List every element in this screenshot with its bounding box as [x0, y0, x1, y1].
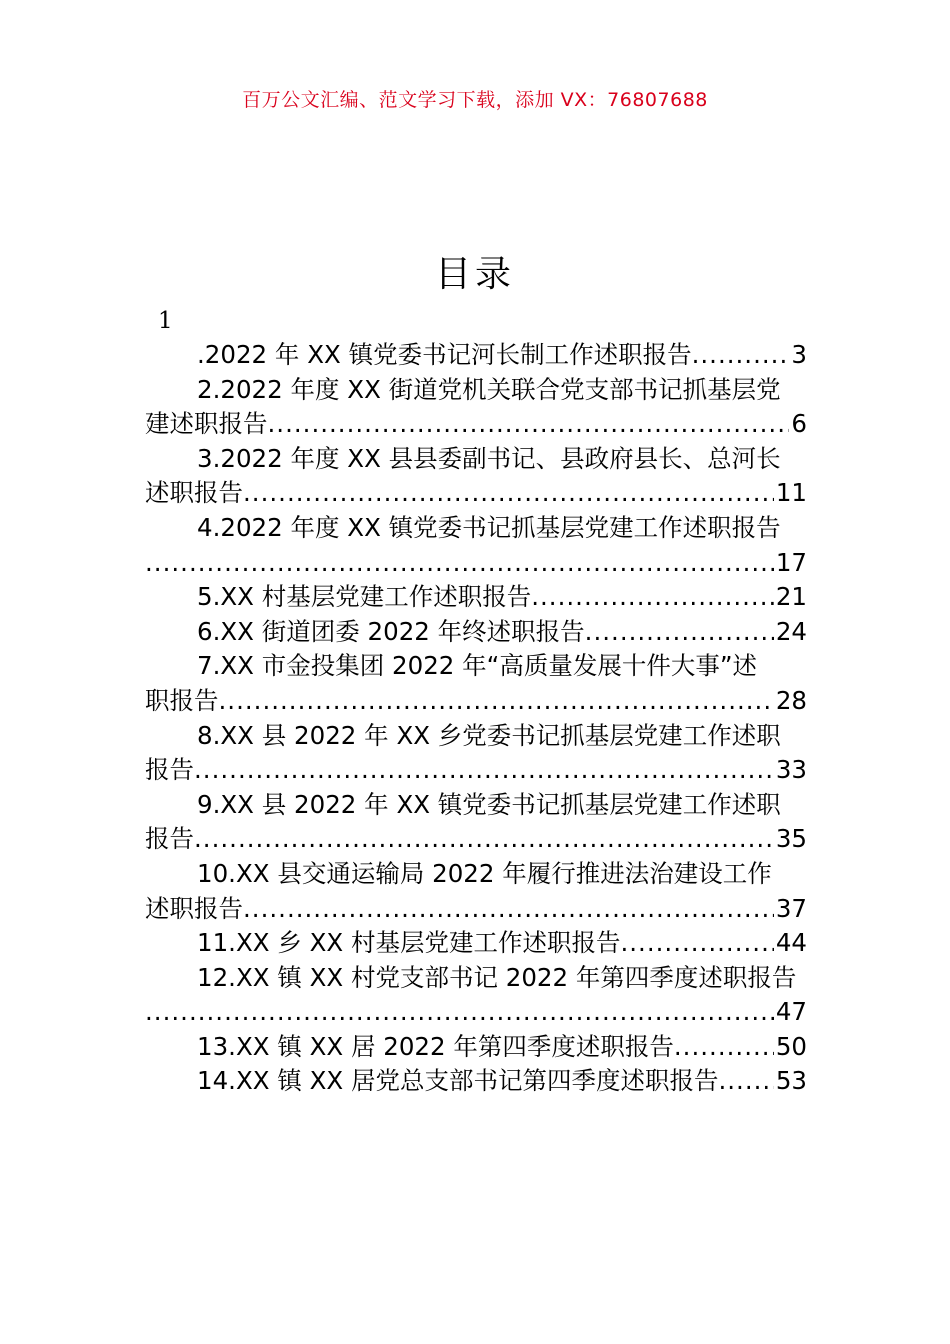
toc-entry-page: 47 [775, 997, 807, 1027]
toc-entry-page: 21 [775, 582, 807, 612]
toc-entry-title: 2.2022 年度 XX 街道党机关联合党支部书记抓基层党 [197, 374, 781, 404]
leader-dots [243, 892, 774, 927]
toc-entry-title: 12.XX 镇 XX 村党支部书记 2022 年第四季度述职报告 [197, 962, 797, 992]
toc-entry-title-cont: 报告 [145, 755, 194, 785]
toc-entry-title-cont: 述职报告 [145, 893, 243, 923]
toc-entry-title: 9.XX 县 2022 年 XX 镇党委书记抓基层党建工作述职 [197, 789, 781, 819]
leader-dots [718, 1064, 773, 1099]
leader-dots [268, 407, 790, 442]
toc-entry-page: 50 [775, 1031, 807, 1061]
toc-entry-page: 3 [791, 340, 807, 369]
toc-entry[interactable] [145, 511, 807, 580]
toc-entry[interactable] [145, 442, 807, 511]
toc-entry[interactable] [145, 788, 807, 857]
download-notice: 百万公文汇编、范文学习下载，添加 VX：76807688 [242, 89, 708, 111]
toc-entry-title: 13.XX 镇 XX 居 2022 年第四季度述职报告 [197, 1031, 674, 1061]
toc-entry-title: 14.XX 镇 XX 居党总支部书记第四季度述职报告 [197, 1066, 719, 1096]
toc-entry[interactable] [145, 926, 807, 961]
toc-entry-page: 37 [775, 893, 807, 923]
toc-entry[interactable] [145, 961, 807, 1030]
leader-dots [145, 995, 774, 1030]
toc-entry-title: 3.2022 年度 XX 县县委副书记、县政府县长、总河长 [197, 443, 781, 473]
toc-entry-title-cont: 职报告 [145, 685, 219, 715]
toc-entry-page: 53 [775, 1066, 807, 1096]
toc-entry[interactable] [145, 649, 807, 718]
toc-entry[interactable] [145, 615, 807, 650]
table-of-contents [145, 338, 807, 1099]
stray-number: 1 [158, 308, 173, 334]
toc-entry-title: 5.XX 村基层党建工作述职报告 [197, 582, 532, 612]
toc-entry-title: 6.XX 街道团委 2022 年终述职报告 [197, 616, 585, 646]
toc-entry-title: .2022 年 XX 镇党委书记河长制工作述职报告 [197, 340, 692, 369]
toc-entry-title: 8.XX 县 2022 年 XX 乡党委书记抓基层党建工作述职 [197, 720, 781, 750]
toc-title: 目录 [434, 254, 515, 295]
toc-entry[interactable] [145, 373, 807, 442]
toc-entry-page: 44 [775, 928, 807, 958]
leader-dots [194, 753, 774, 788]
toc-entry-title-cont: 述职报告 [145, 478, 243, 508]
toc-entry[interactable] [145, 1030, 807, 1065]
toc-entry-page: 6 [791, 409, 807, 439]
toc-entry-page: 24 [775, 616, 807, 646]
leader-dots [531, 580, 774, 615]
toc-entry-title: 4.2022 年度 XX 镇党委书记抓基层党建工作述职报告 [197, 512, 781, 542]
toc-entry-page: 33 [775, 755, 807, 785]
toc-entry-title: 11.XX 乡 XX 村基层党建工作述职报告 [197, 928, 621, 958]
toc-entry-title-cont: 建述职报告 [145, 409, 268, 439]
leader-dots [585, 615, 774, 650]
leader-dots [145, 546, 774, 581]
leader-dots [219, 684, 774, 719]
toc-entry-page: 11 [775, 478, 807, 508]
toc-entry-page: 28 [775, 685, 807, 715]
leader-dots [674, 1030, 774, 1065]
toc-entry[interactable] [145, 719, 807, 788]
toc-entry[interactable] [145, 580, 807, 615]
leader-dots [692, 338, 790, 373]
toc-entry-page: 35 [775, 824, 807, 854]
leader-dots [194, 822, 774, 857]
toc-entry[interactable] [145, 1064, 807, 1099]
toc-entry[interactable] [145, 338, 807, 373]
toc-entry-title-cont: 报告 [145, 824, 194, 854]
leader-dots [620, 926, 773, 961]
toc-entry[interactable] [145, 857, 807, 926]
toc-entry-title: 10.XX 县交通运输局 2022 年履行推进法治建设工作 [197, 858, 772, 888]
leader-dots [243, 476, 774, 511]
toc-entry-page: 17 [775, 547, 807, 577]
toc-entry-title: 7.XX 市金投集团 2022 年“高质量发展十件大事”述 [197, 651, 758, 681]
